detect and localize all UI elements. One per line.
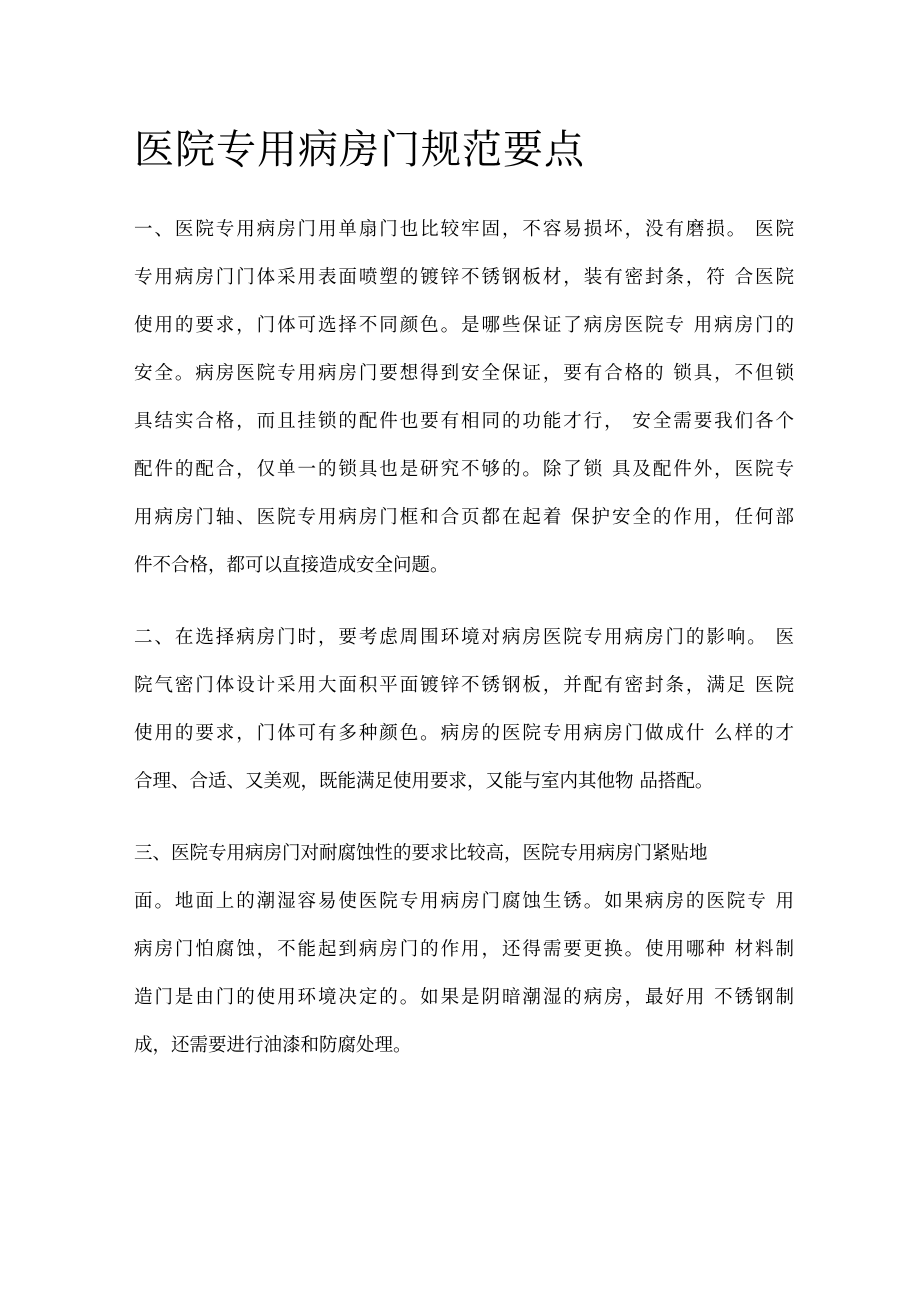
- paragraph-line: 病房门怕腐蚀，不能起到病房门的作用，还得需要更换。使用哪种 材料制: [134, 939, 794, 960]
- paragraph-line: 院气密门体设计采用大面积平面镀锌不锈钢板，并配有密封条，满足 医院: [134, 675, 794, 696]
- paragraph-line: 造门是由门的使用环境决定的。如果是阴暗潮湿的病房，最好用 不锈钢制: [134, 987, 794, 1008]
- paragraph-line: 专用病房门门体采用表面喷塑的镀锌不锈钢板材，装有密封条，符 合医院: [134, 267, 794, 288]
- paragraph-line: 件不合格，都可以直接造成安全问题。: [134, 555, 449, 576]
- paragraph-line: 使用的要求，门体可有多种颜色。病房的医院专用病房门做成什 么样的才: [134, 723, 794, 744]
- paragraph-line: 安全。病房医院专用病房门要想得到安全保证，要有合格的 锁具，不但锁: [134, 363, 794, 384]
- paragraph-line: 成，还需要进行油漆和防腐处理。: [134, 1035, 412, 1056]
- paragraph-line: 用病房门轴、医院专用病房门框和合页都在起着 保护安全的作用，任何部: [134, 507, 794, 528]
- document-title: 医院专用病房门规范要点: [134, 127, 585, 173]
- paragraph-1: [134, 206, 794, 590]
- paragraph-2: [134, 614, 794, 806]
- paragraph-line: 合理、合适、又美观，既能满足使用要求，又能与室内其他物 品搭配。: [134, 771, 714, 792]
- paragraph-3: [134, 830, 794, 1070]
- paragraph-line: 使用的要求，门体可选择不同颜色。是哪些保证了病房医院专 用病房门的: [134, 315, 794, 336]
- paragraph-line: 二、在选择病房门时，要考虑周围环境对病房医院专用病房门的影响。 医: [134, 627, 794, 648]
- paragraph-line: 三、医院专用病房门对耐腐蚀性的要求比较高，医院专用病房门紧贴地: [134, 843, 708, 864]
- paragraph-line: 配件的配合，仅单一的锁具也是研究不够的。除了锁 具及配件外，医院专: [134, 459, 794, 480]
- paragraph-line: 一、医院专用病房门用单扇门也比较牢固，不容易损坏，没有磨损。 医院: [134, 219, 794, 240]
- paragraph-line: 具结实合格，而且挂锁的配件也要有相同的功能才行， 安全需要我们各个: [134, 411, 794, 432]
- paragraph-line: 面。地面上的潮湿容易使医院专用病房门腐蚀生锈。如果病房的医院专 用: [134, 891, 794, 912]
